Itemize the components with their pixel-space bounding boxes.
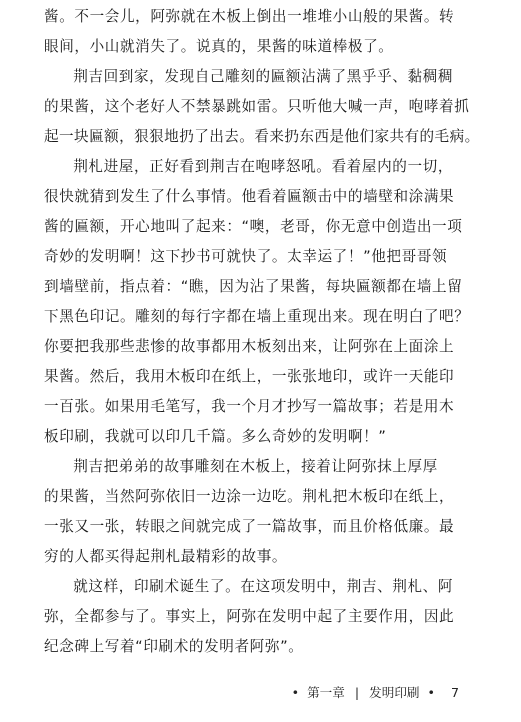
text-line: 酱。不一会儿，阿弥就在木板上倒出一堆堆小山般的果酱。转 [44,8,455,25]
text-line: 眼间，小山就消失了。说真的，果酱的味道棒极了。 [44,38,394,55]
text-line: 纪念碑上写着“印刷术的发明者阿弥”。 [44,638,304,655]
text-line: 起一块匾额，狠狠地扔了出去。看来扔东西是他们家共有的毛病。 [44,128,480,145]
footer-bullet-left: • [291,685,300,700]
text-line: 下黑色印记。雕刻的每行字都在墙上重现出来。现在明白了吧？ [44,308,470,325]
paragraph [44,572,480,662]
paragraph [44,62,480,152]
footer-bullet-right: • [427,685,435,700]
footer-separator: | [354,685,360,700]
body-text [44,2,480,662]
page-number: 7 [450,685,459,700]
text-line: 一张又一张，转眼之间就完成了一篇故事，而且价格低廉。最 [44,518,455,535]
running-footer [288,685,459,701]
paragraph [44,452,480,572]
text-line: 荆吉回到家，发现自己雕刻的匾额沾满了黑乎乎、黏稠稠 [73,68,454,85]
text-line: 荆吉把弟弟的故事雕刻在木板上，接着让阿弥抹上厚厚 [73,458,438,475]
section-title: 发明印刷 [369,685,420,700]
text-line: 一百张。如果用毛笔写，我一个月才抄写一篇故事；若是用木 [44,398,455,415]
text-line: 穷的人都买得起荆札最精彩的故事。 [44,548,288,565]
text-line: 酱的匾额，开心地叫了起来：“噢，老哥，你无意中创造出一项 [44,218,463,235]
text-line: 你要把我那些悲惨的故事都用木板刻出来，让阿弥在上面涂上 [44,338,455,355]
text-line: 果酱。然后，我用木板印在纸上，一张张地印，或许一天能印 [44,368,455,385]
text-line: 很快就猜到发生了什么事情。他看着匾额击中的墙壁和涂满果 [44,188,455,205]
chapter-label: 第一章 [307,685,345,700]
text-line: 到墙壁前，指点着：“瞧，因为沾了果酱，每块匾额都在墙上留 [44,278,463,295]
text-line: 奇妙的发明啊！这下抄书可就快了。太幸运了！”他把哥哥领 [44,248,448,265]
text-line: 板印刷，我就可以印几千篇。多么奇妙的发明啊！” [44,428,387,445]
text-line: 荆札进屋，正好看到荆吉在咆哮怒吼。看着屋内的一切， [73,158,454,175]
paragraph [44,2,480,62]
text-line: 的果酱，当然阿弥依旧一边涂一边吃。荆札把木板印在纸上， [44,488,455,505]
text-line: 的果酱，这个老好人不禁暴跳如雷。只听他大喊一声，咆哮着抓 [44,98,470,115]
paragraph [44,152,480,452]
text-line: 弥，全都参与了。事实上，阿弥在发明中起了主要作用，因此 [44,608,455,625]
text-line: 就这样，印刷术诞生了。在这项发明中，荆吉、荆札、阿 [73,578,454,595]
